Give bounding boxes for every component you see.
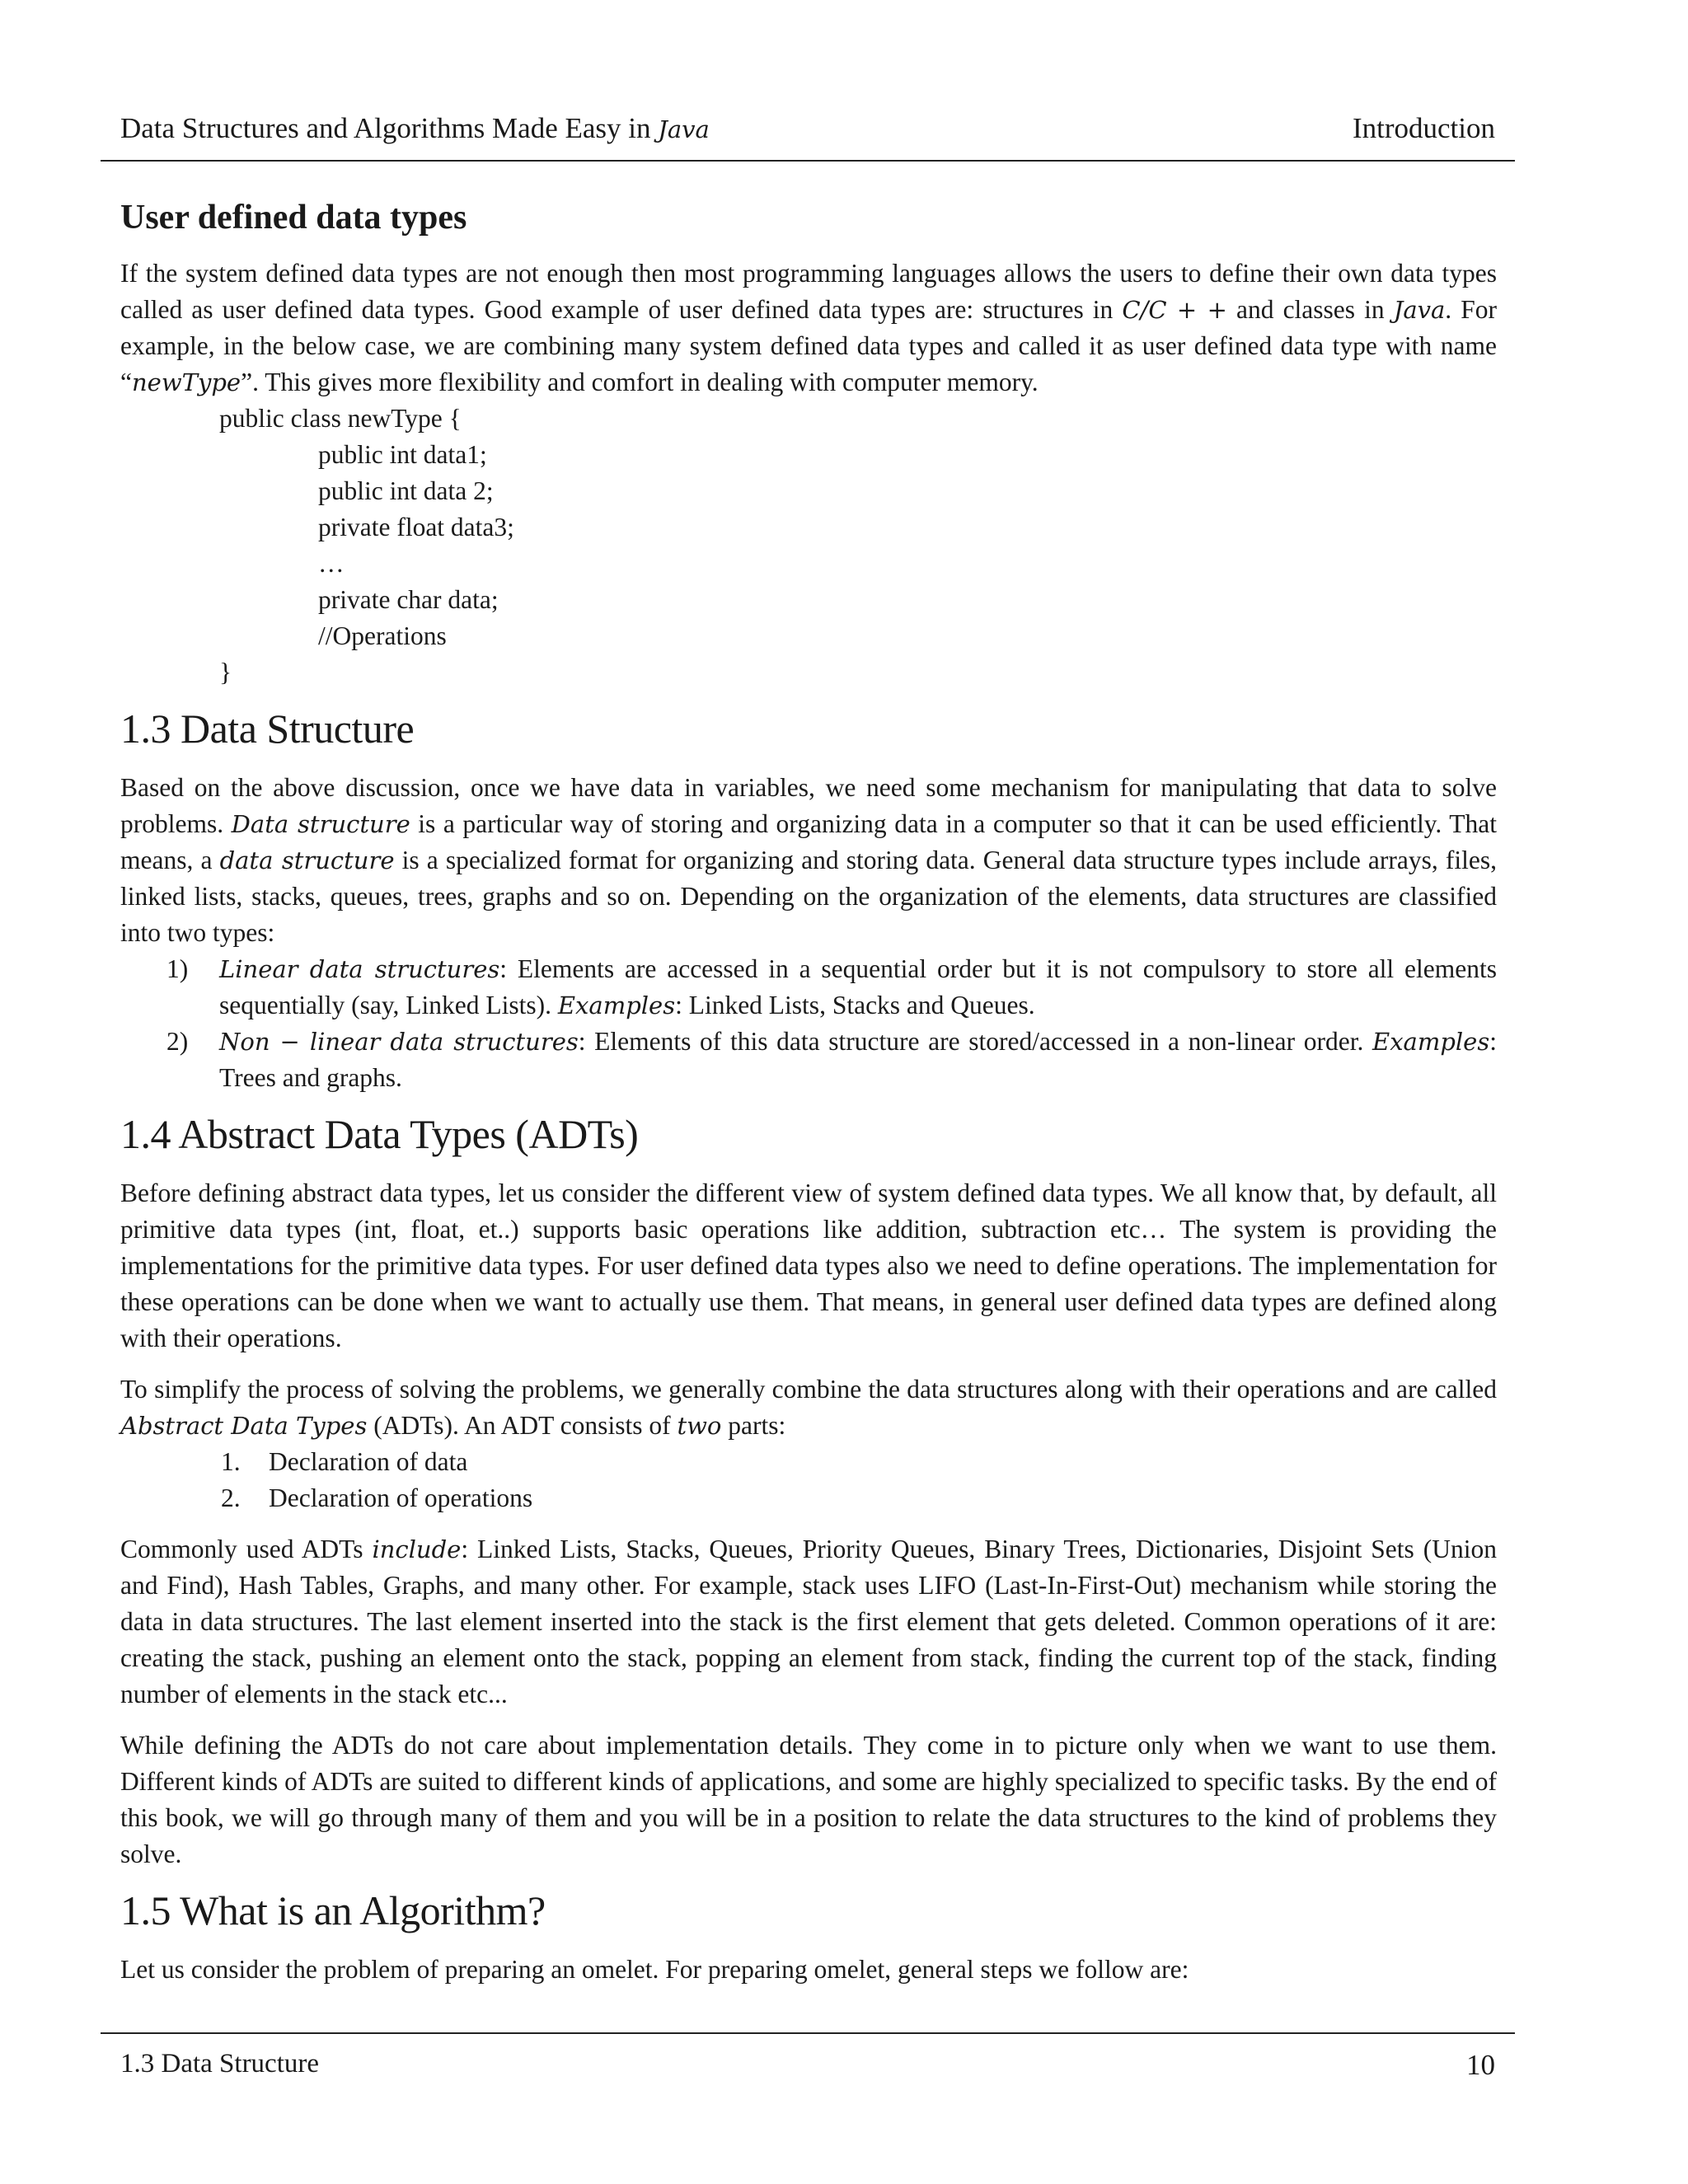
code-line: … bbox=[318, 549, 345, 578]
heading-1-5-what-is-an-algorithm: 1.5 What is an Algorithm? bbox=[120, 1887, 546, 1933]
paragraph-common-adts: Commonly used ADTs include: Linked Lists, Stacks, Queues, Priority Queues, Binary Trees, Dictionaries, Disjoint Sets (Union and Find), Hash Tables, Graphs, and many other. For example, stack uses LIFO (Last-In-First-Out) mechanism while storing the data in data structures. The last element inserted into the stack is the first element that gets deleted. Common operations of it are: creating the stack, pushing an element onto the stack, popping an element from stack, finding the current top of the stack, finding number of elements in the stack etc... bbox=[120, 1535, 1497, 1708]
footer-section-title: 1.3 Data Structure bbox=[120, 2049, 320, 2079]
running-title-java: Java bbox=[658, 115, 710, 143]
heading-user-defined-data-types: User defined data types bbox=[120, 199, 467, 237]
paragraph-user-defined: If the system defined data types are not enough then most programming languages allows the users to define their own data types called as user defined data types. Good example of user defined data types are: structures in C/C + + and classes in Java. For example, in the below case, we are combining many system defined data types and called it as user defined data type with name “newType”. This gives more flexibility and comfort in dealing with computer memory. bbox=[120, 259, 1497, 396]
list-item: 2) Non − linear data structures: Elements of this data structure are stored/accessed in a non-linear order. Examples: Trees and graphs. bbox=[166, 1027, 1497, 1092]
paragraph-adt-intro: Before defining abstract data types, let us consider the different view of system defined data types. We all know that, by default, all primitive data types (int, float, et..) supports basic operations like addition, subtraction etc… The system is providing the implementations for the primitive data types. For user defined data types also we need to define operations. The implementation for these operations can be done when we want to actually use them. That means, in general user defined data types are defined along with their operations. bbox=[120, 1179, 1497, 1352]
running-title: Data Structures and Algorithms Made Easy in Java bbox=[120, 112, 710, 144]
paragraph-data-structure: Based on the above discussion, once we have data in variables, we need some mechanism for manipulating that data to solve problems. Data structure is a particular way of storing and organizing data in a computer so that it can be used efficiently. That means, a data structure is a specialized format for organizing and storing data. General data structure types include arrays, files, linked lists, stacks, queues, trees, graphs and so on. Depending on the organization of the elements, data structures are classified into two types: bbox=[120, 773, 1498, 947]
heading-1-4-abstract-data-types: 1.4 Abstract Data Types (ADTs) bbox=[120, 1111, 639, 1157]
code-line: public int data1; bbox=[318, 440, 487, 469]
list-item: 2. Declaration of operations bbox=[221, 1483, 533, 1512]
page-number: 10 bbox=[1466, 2049, 1495, 2081]
paragraph-omelet: Let us consider the problem of preparing an omelet. For preparing omelet, general steps we follow are: bbox=[120, 1955, 1189, 1984]
code-line: public int data 2; bbox=[318, 476, 494, 505]
code-line: private char data; bbox=[318, 585, 499, 614]
data-structure-types-list bbox=[120, 951, 1497, 1096]
list-item: 1. Declaration of data bbox=[221, 1447, 468, 1476]
list-item: 1) Linear data structures: Elements are accessed in a sequential order but it is not compulsory to store all elements sequentially (say, Linked Lists). Examples: Linked Lists, Stacks and Queues. bbox=[166, 954, 1497, 1019]
code-line: } bbox=[219, 658, 232, 687]
paragraph-adt-implementation: While defining the ADTs do not care about implementation details. They come in to picture only when we want to use them. Different kinds of ADTs are suited to different kinds of applications, and some are highly specialized to specific tasks. By the end of this book, we will go through many of them and you will be in a position to relate the data structures to the kind of problems they solve. bbox=[120, 1731, 1497, 1868]
code-block-newtype bbox=[120, 401, 1497, 691]
heading-1-3-data-structure: 1.3 Data Structure bbox=[120, 705, 415, 752]
page-content bbox=[120, 194, 1497, 2003]
adt-parts-list bbox=[120, 1444, 1497, 1516]
code-line: private float data3; bbox=[318, 513, 514, 541]
code-line: //Operations bbox=[318, 621, 447, 650]
page-header bbox=[101, 107, 1515, 162]
chapter-title: Introduction bbox=[1352, 112, 1495, 144]
code-line: public class newType { bbox=[219, 404, 462, 433]
paragraph-adt-definition: To simplify the process of solving the problems, we generally combine the data structures along with their operations and are called Abstract Data Types (ADTs). An ADT consists of two parts: bbox=[120, 1375, 1497, 1440]
page-footer bbox=[101, 2032, 1515, 2100]
